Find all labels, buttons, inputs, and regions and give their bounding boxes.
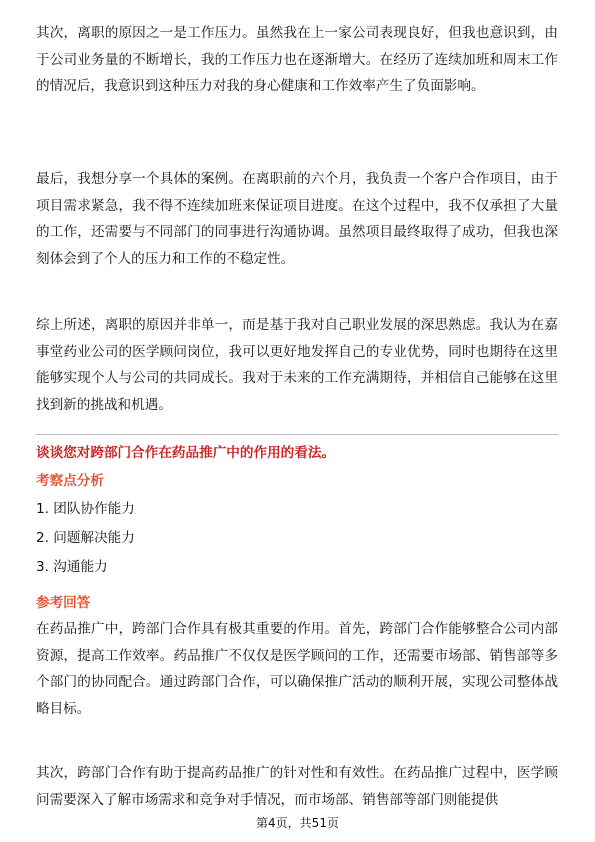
question-title: 谈谈您对跨部门合作在药品推广中的作用的看法。 (36, 445, 336, 461)
reference-paragraph: 在药品推广中，跨部门合作具有极其重要的作用。首先，跨部门合作能够整合公司内部资源，提高工作效率。药品推广不仅仅是医学顾问的工作，还需要市场部、销售部等多个部门的协同配合。通过跨部门合作，可以确保推广活动的顺利开展，实现公司整体战略目标。 (36, 621, 558, 717)
page-number: 第4页，共51页 (256, 816, 339, 830)
answer-paragraph-pressure: 其次，离职的原因之一是工作压力。虽然我在上一家公司表现良好，但我也意识到，由于公司业务量的不断增长，我的工作压力也在逐渐增大。在经历了连续加班和周末工作的情况后，我意识到这种压力对我的身心健康和工作效率产生了负面影响。 (36, 25, 558, 94)
analysis-point: 3. 沟通能力 (36, 559, 108, 575)
answer-paragraph-summary: 综上所述，离职的原因并非单一，而是基于我对自己职业发展的深思熟虑。我认为在嘉事堂药业公司的医学顾问岗位，我可以更好地发挥自己的专业优势，同时也期待在这里能够实现个人与公司的共同成长。我对于未来的工作充满期待，并相信自己能够在这里找到新的挑战和机遇。 (36, 317, 558, 413)
answer-paragraph-case: 最后，我想分享一个具体的案例。在离职前的六个月，我负责一个客户合作项目，由于项目需求紧急，我不得不连续加班来保证项目进度。在这个过程中，我不仅承担了大量的工作，还需要与不同部门的同事进行沟通协调。虽然项目最终取得了成功，但我也深刻体会到了个人的压力和工作的不稳定性。 (36, 171, 558, 267)
section-divider (36, 434, 558, 435)
reference-paragraph: 其次，跨部门合作有助于提高药品推广的针对性和有效性。在药品推广过程中，医学顾问需要深入了解市场需求和竞争对手情况，而市场部、销售部等部门则能提供 (36, 765, 558, 808)
analysis-point: 1. 团队协作能力 (36, 501, 135, 517)
analysis-heading: 考察点分析 (36, 473, 104, 489)
reference-heading: 参考回答 (36, 595, 91, 611)
analysis-point: 2. 问题解决能力 (36, 530, 135, 546)
